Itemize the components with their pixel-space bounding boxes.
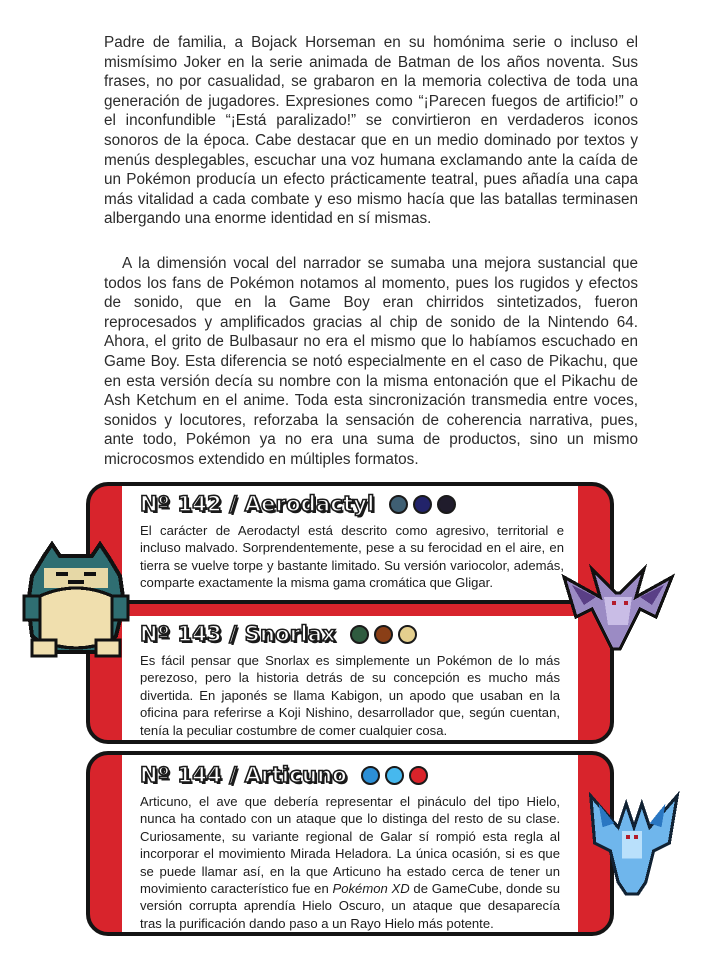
entry-aerodactyl bbox=[140, 490, 564, 592]
color-swatch bbox=[374, 625, 393, 644]
color-swatch bbox=[398, 625, 417, 644]
color-palette bbox=[361, 766, 428, 785]
entry-description: Es fácil pensar que Snorlax es simplemente un Pokémon de lo más perezoso, pero la historia detrás de su concepción es mucho más divertida. En japonés se llama Kabigon, un apodo que usaban en la oficina para referirse a Koji Nishino, desarrollador que, según cuentan, tenía la peculiar costumbre de comer cualquier cosa. bbox=[140, 653, 560, 738]
color-swatch bbox=[389, 495, 408, 514]
color-palette bbox=[389, 495, 456, 514]
snorlax-sprite bbox=[20, 540, 132, 660]
entry-snorlax bbox=[140, 620, 560, 739]
color-palette bbox=[350, 625, 417, 644]
article-paragraph-1: Padre de familia, a Bojack Horseman en su homónima serie o incluso el mismísimo Joker en la serie animada de Batman de los años noventa. Sus frases, no por casualidad, se grabaron en la memoria colectiva de toda una generación de jugadores. Expresiones como “¡Parecen fuegos de artificio!” o el inconfundible “¡Está paralizado!” se convirtieron en verdaderos iconos sonoros de la época. Cabe destacar que en un medio dominado por textos y menús desplegables, escuchar una voz humana exclamando ante la caída de un Pokémon producía un efecto prácticamente teatral, pues añadía una capa más vitalidad a cada combate y eso mismo hacía que las batallas terminasen albergando una enorme identidad en sí mismas. bbox=[104, 34, 638, 228]
entry-description: Articuno, el ave que debería representar el pináculo del tipo Hielo, nunca ha contado con un ataque que lo distinga del resto de su clase. Curiosamente, su variante regional de Galar sí rompió esta regla al incorporar el movimiento Mirada Heladora. La única ocasión, si es que se puede llamar así, en la que Articuno ha estado cerca de tener un movimiento característico fue en Pokémon XD de GameCube, donde su versión corrupta aprendía Hielo Oscuro, un ataque que desaparecía tras la purificación dando paso a un Rayo Hielo más potente. bbox=[140, 794, 560, 931]
color-swatch bbox=[413, 495, 432, 514]
entry-title: Nº 143 / Snorlax bbox=[140, 622, 336, 646]
articuno-sprite bbox=[582, 788, 682, 898]
color-swatch bbox=[385, 766, 404, 785]
entry-title: Nº 142 / Aerodactyl bbox=[140, 492, 375, 516]
color-swatch bbox=[409, 766, 428, 785]
color-swatch bbox=[437, 495, 456, 514]
color-swatch bbox=[361, 766, 380, 785]
color-swatch bbox=[350, 625, 369, 644]
aerodactyl-sprite bbox=[560, 560, 676, 658]
entry-description: El carácter de Aerodactyl está descrito como agresivo, territorial e incluso malvado. Sorprendentemente, pese a su ferocidad en el aire, en tierra se vuelve torpe y bastante limitado. Su versión variocolor, además, comparte exactamente la misma gama cromática que Gligar. bbox=[140, 523, 564, 591]
entry-articuno bbox=[140, 761, 560, 932]
entry-title: Nº 144 / Articuno bbox=[140, 763, 347, 787]
article-paragraph-2: A la dimensión vocal del narrador se sumaba una mejora sustancial que todos los fans de Pokémon notamos al momento, pues los rugidos y efectos de sonido, que en la Game Boy eran chirridos sintetizados, fueron reprocesados y amplificados gracias al chip de sonido de la Nintendo 64. Ahora, el grito de Bulbasaur no era el mismo que lo habíamos escuchado en Game Boy. Esta diferencia se notó especialmente en el caso de Pikachu, que en esta versión decía su nombre con la misma entonación que el Pikachu de Ash Ketchum en el anime. Toda esta sincronización transmedia entre voces, sonidos y locutores, reforzaba la sensación de coherencia narrativa, pues, ante todo, Pokémon ya no era una suma de productos, sino un mismo microcosmos extendido en múltiples formatos. bbox=[104, 255, 638, 468]
